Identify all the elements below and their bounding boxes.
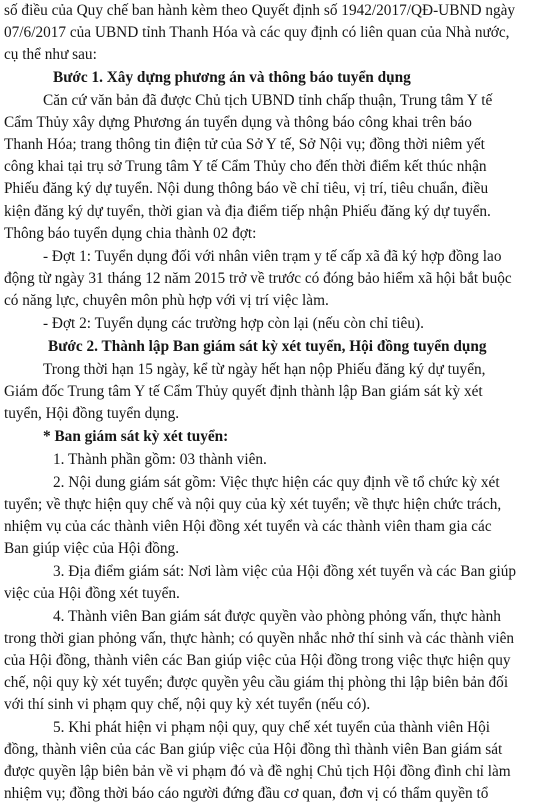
text-line: cụ thể như sau:: [4, 46, 97, 63]
text-line: tuyển, Hội đồng tuyển dụng.: [4, 405, 180, 422]
text-line: chế, nội quy kỳ xét tuyển; được quyền yêu cầu giám thị phòng thi lập biên bản đối: [4, 674, 509, 691]
text-line: nhiệm vụ; đồng thời báo cáo người đứng đầu cơ quan, đơn vị có thẩm quyền tổ: [4, 785, 489, 802]
text-line: công khai tại trụ sở Trung tâm Y tế Cẩm Thủy cho đến thời điểm kết thúc nhận: [4, 158, 487, 175]
text-line: - Đợt 1: Tuyển dụng đối với nhân viên trạm y tế cấp xã đã ký hợp đồng lao: [43, 248, 502, 265]
section-heading-step-2: Bước 2. Thành lập Ban giám sát kỳ xét tuyển, Hội đồng tuyển dụng: [48, 338, 487, 355]
text-line: động từ ngày 31 tháng 12 năm 2015 trở về trước có đóng bảo hiểm xã hội bắt buộc: [4, 270, 512, 287]
subsection-heading: * Ban giám sát kỳ xét tuyển:: [43, 428, 229, 445]
text-line: Trong thời hạn 15 ngày, kể từ ngày hết hạn nộp Phiếu đăng ký dự tuyển,: [43, 361, 486, 378]
text-line: Căn cứ văn bản đã được Chủ tịch UBND tỉnh chấp thuận, Trung tâm Y tế: [43, 92, 493, 109]
text-line: với thí sinh vi phạm quy chế, nội quy kỳ xét tuyển (nếu có).: [4, 696, 371, 713]
text-line: 1. Thành phần gồm: 03 thành viên.: [53, 451, 267, 468]
text-line: 5. Khi phát hiện vi phạm nội quy, quy chế xét tuyển của thành viên Hội: [53, 719, 490, 736]
text-line: số điều của Quy chế ban hành kèm theo Quyết định số 1942/2017/QĐ-UBND ngày: [4, 2, 516, 19]
text-line: của Hội đồng, thành viên các Ban giúp việc của Hội đồng trong việc thực hiện quy: [4, 652, 511, 669]
text-line: tuyển; về thực hiện quy chế và nội quy của kỳ xét tuyển; về thực hiện chức trách,: [4, 496, 502, 513]
text-line: - Đợt 2: Tuyển dụng các trường hợp còn lại (nếu còn chỉ tiêu).: [43, 315, 424, 332]
text-line: nhiệm vụ của các thành viên Hội đồng xét tuyển và các thành viên tham gia các: [4, 518, 492, 535]
text-line: 4. Thành viên Ban giám sát được quyền vào phòng phỏng vấn, thực hành: [53, 608, 501, 625]
text-line: có năng lực, chuyên môn phù hợp với vị trí việc làm.: [4, 292, 329, 309]
section-heading-step-1: Bước 1. Xây dựng phương án và thông báo tuyển dụng: [53, 69, 411, 86]
text-line: kiện đăng ký dự tuyển, thời gian và địa điểm tiếp nhận Phiếu đăng ký dự tuyển.: [4, 203, 491, 220]
text-line: trong thời gian phỏng vấn, thực hành; có quyền nhắc nhở thí sinh và các thành viên: [4, 630, 515, 647]
text-line: 2. Nội dung giám sát gồm: Việc thực hiện các quy định về tổ chức kỳ xét: [53, 474, 500, 491]
text-line: Ban giúp việc của Hội đồng.: [4, 540, 180, 557]
text-line: Phiếu đăng ký dự tuyển. Nội dung thông báo về chỉ tiêu, vị trí, tiêu chuẩn, điều: [4, 180, 489, 197]
text-line: Thanh Hóa; trang thông tin điện tử của Sở Y tế, Sở Nội vụ; đồng thời niêm yết: [4, 136, 485, 153]
text-line: việc của Hội đồng xét tuyển.: [4, 585, 180, 602]
text-line: Cẩm Thủy xây dựng Phương án tuyển dụng và thông báo công khai trên báo: [4, 114, 472, 131]
text-line: Thông báo tuyển dụng chia thành 02 đợt:: [4, 225, 257, 242]
text-line: được quyền lập biên bản về vi phạm đó và đề nghị Chủ tịch Hội đồng đình chỉ làm: [4, 763, 511, 780]
text-line: đồng, thành viên của các Ban giúp việc của Hội đồng thì thành viên Ban giám sát: [4, 741, 503, 758]
text-line: Giám đốc Trung tâm Y tế Cẩm Thủy quyết định thành lập Ban giám sát kỳ xét: [4, 383, 483, 400]
text-line: 3. Địa điểm giám sát: Nơi làm việc của Hội đồng xét tuyển và các Ban giúp: [53, 563, 517, 580]
text-line: 07/6/2017 của UBND tỉnh Thanh Hóa và các quy định có liên quan của Nhà nước,: [4, 24, 510, 41]
